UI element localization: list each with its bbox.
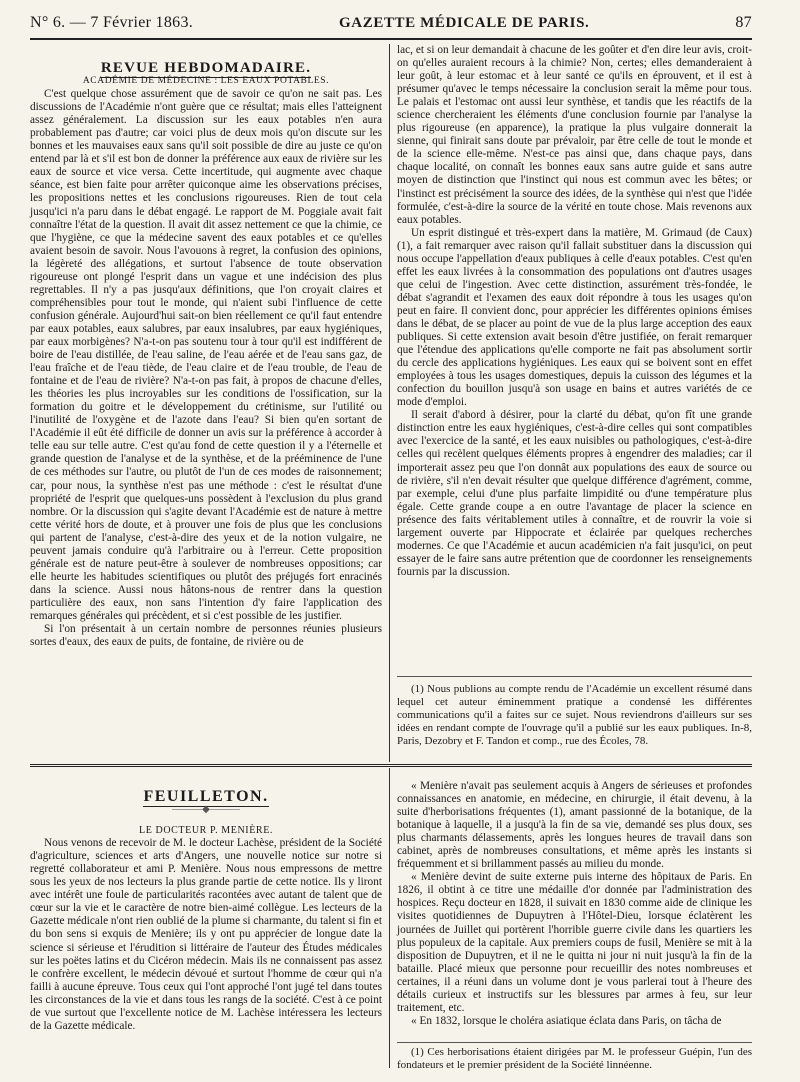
ornament-icon: ———◆——— xyxy=(172,804,240,816)
revue-right-column xyxy=(397,44,752,579)
page-header xyxy=(30,14,752,36)
revue-title: REVUE HEBDOMADAIRE. xyxy=(100,60,312,76)
column-divider-bottom xyxy=(389,768,390,1068)
column-divider-top xyxy=(389,44,390,762)
header-rule xyxy=(30,38,752,40)
footnote-rule xyxy=(397,676,752,677)
feuilleton-left-column xyxy=(30,790,382,1033)
feuilleton-paragraph: « Menière n'avait pas seulement acquis à Angers de sérieuses et profondes connaissances en anatomie, en médecine, en chirurgie, il était devenu, à la suite d'herborisations fréquentes (1), amant passionné de la botanique, de la botanique à laquelle, il a jusqu'à la fin de sa vie, demandé ses plus doux, ses plus charmants délassements, après les longues heures de travail dans son cabinet, après de nombreuses consultations, et même après les instants si fréquemment et si brillamment passés au milieu du monde. xyxy=(397,780,752,871)
journal-title: GAZETTE MÉDICALE DE PARIS. xyxy=(339,15,590,31)
footnote-rule xyxy=(397,1042,752,1043)
revue-footnote: (1) Nous publions au compte rendu de l'Académie un excellent résumé dans lequel cet auteur éminemment pratique a condensé les différentes communications qu'il a faites sur ce sujet. Nous reviendrons d'ailleurs sur ses idées en rendant compte de l'ouvrage qu'il a publié sur les eaux publiques. In-8, Paris, Dezobry et F. Tandon et comp., rue des Écoles, 78. xyxy=(397,683,752,747)
revue-subtitle: ACADÉMIE DE MÉDECINE : LES EAUX POTABLES. xyxy=(82,76,330,87)
feuilleton-heading: LE DOCTEUR P. MENIÈRE. xyxy=(138,825,274,837)
feuilleton-paragraph: Nous venons de recevoir de M. le docteur Lachèse, président de la Société d'agriculture, sciences et arts d'Angers, une nouvelle notice sur notre si regretté collaborateur et ami P. Menière. Nous nous empressons de mettre sous les yeux de nos lecteurs la plus grande partie de cette notice. Ils y liront avec intérêt une foule de particularités racontées avec autant de talent que de cœur sur la vie et le caractère de notre bien-aimé collègue. Les lecteurs de la Gazette médicale n'ont rien oublié de la plume si charmante, du talent si fin et du bon sens si exquis de Menière; ils y ont pu apprécier de longue date la science si sérieuse et l'érudition si littéraire de l'auteur des Études médicales sur les poëtes latins et du Cicéron médecin. Mais ils ne connaissent pas assez le confrère excellent, le médecin dévoué et surtout l'homme de cœur qui n'a failli à aucune épreuve. Tous ceux qui l'ont approché l'ont jugé tel dans toutes les circonstances de la vie et dans tous les rangs de la société. C'est à ce point de vue surtout que l'excellente notice de M. Lachèse intéressera les lecteurs de la Gazette médicale. xyxy=(30,837,382,1032)
feuilleton-right-column xyxy=(397,780,752,1028)
page-number: 87 xyxy=(735,14,752,31)
feuilleton-paragraph: « En 1832, lorsque le choléra asiatique éclata dans Paris, on tâcha de xyxy=(411,1014,722,1027)
revue-paragraph: C'est quelque chose assurément que de savoir ce qu'on ne sait pas. Les discussions de l'Académie n'ont guère que ce résultat; mais elles l'atteignent assez généralement. La discussion sur les eaux potables n'en aura probablement pas d'autre; car voici plus de deux mois qu'on discute sur les bonnes et les mauvaises eaux sans qu'il soit possible de dire au juste ce qu'on entend par là et s'il est bon de donner la préférence aux eaux de rivière sur les eaux de source et vice versa. Cette incertitude, qui augmente avec chaque séance, est bien faite pour arrêter quiconque aime les observations précises, les propositions nettes et les conclusions rigoureuses. Rien de tout cela jusqu'ici n'a paru dans le débat engagé. Le rapport de M. Poggiale avait fait connaître l'état de la question. Il avait dit assez nettement ce que la chimie, ce que l'hygiène, ce que la médecine savent des eaux potables et ce qu'elles avaient besoin de savoir. Nous l'avouons à regret, la confusion des opinions, la légèreté des allégations, et surtout l'absence de toute observation rigoureuse ont plongé l'esprit dans un vague et une indécision des plus regrettables. Il n'y a pas jusqu'aux définitions, que l'on croyait claires et compréhensibles pour tout le monde, qui n'aient subi l'influence de cette confusion générale. Aujourd'hui sait-on bien réellement ce qu'il faut entendre par eaux potables, eaux salubres, par eaux insalubres, par eaux hygiéniques, par eaux morbigènes? N'a-t-on pas soutenu tour à tour qu'il est indifférent de boire de l'eau distillée, de l'eau saline, de l'eau aérée et de l'eau sans gaz, de l'eau fraîche et de l'eau tiède, de l'eau claire et de l'eau trouble, de l'eau de fontaine et de l'eau de rivière? N'a-t-on pas fait, à propos de chacune d'elles, les théories les plus incroyables sur les conditions de l'ossification, sur la formation du goitre et le développement du crétinisme, sur l'utilité ou l'inutilité de l'oxygène et de l'azote dans l'eau? Si bien qu'en sortant de l'Académie il eût été difficile de donner un avis sur la préférence à accorder à telle eau sur telle autre. C'est qu'au fond de cette question il y a l'éternelle et grande question de l'analyse et de la synthèse, et de la prééminence de l'une de ces méthodes sur l'autre, ou plutôt de l'un de ces modes de raisonnement; car, pour nous, la synthèse n'est pas une méthode : c'est le résultat d'une propriété de l'esprit que quelques-uns possèdent à l'exclusion du plus grand nombre. Or la discussion qui s'agite devant l'Académie est de nature à mettre cette vérité hors de doute, et à prouver une fois de plus que les conclusions qui partent de l'analyse, c'est-à-dire des yeux et de la notion vulgaire, ne peuvent jamais conduire qu'à l'arbitraire ou à l'erreur. Cette proposition générale est de nature peut-être à soulever de nombreuses oppositions; car elle heurte les habitudes scientifiques ou plutôt des préjugés fort enracinés dans la science. Aussi nous hâtons-nous de rentrer dans la question particulière des eaux, non sans l'intention d'y faire l'application des remarques générales qui précèdent, et si c'est possible de les justifier. xyxy=(30,88,382,622)
revue-footnote-block xyxy=(397,683,752,748)
revue-paragraph: Si l'on présentait à un certain nombre de personnes réunies plusieurs sortes d'eaux, des eaux de puits, de fontaine, de rivière ou de xyxy=(30,623,382,649)
issue-date: N° 6. — 7 Février 1863. xyxy=(30,14,194,31)
feuilleton-footnote-block xyxy=(397,1046,752,1072)
revue-paragraph: Un esprit distingué et très-expert dans la matière, M. Grimaud (de Caux) (1), a fait remarquer avec raison qu'il fallait substituer dans la discussion qui nous occupe l'appellation d'eaux publiques à celle d'eaux potables. C'est qu'en effet les eaux livrées à la consommation des populations ont d'autres usages que celui de l'ingestion. Avec cette distinction, assurément très-fondée, le débat s'agrandit et l'examen des eaux doit répondre à tous les usages qu'on peut en faire. Il convient donc, pour apprécier les différentes opinions émises dans le débat, de se placer au point de vue de la plus large acception des eaux publiques. Si cette extension avait besoin d'être justifiée, on ferait remarquer que l'étendue des applications qu'elle comporte ne fait pas absolument sortir du cercle des applications hygiéniques. Les eaux qui se boivent sont en effet employées à tous les usages domestiques, depuis la cuisson des légumes et la confection du bouillon jusqu'à son usage en bains et autres variétés de ce mode d'emploi. xyxy=(397,226,752,409)
revue-left-column xyxy=(30,62,382,649)
feuilleton-divider xyxy=(30,764,752,767)
feuilleton-title: FEUILLETON. xyxy=(143,788,269,805)
revue-paragraph: lac, et si on leur demandait à chacune de les goûter et d'en dire leur avis, croit-on qu'elles auraient recours à la chimie? Non, certes; elles demanderaient à leur goût, à leur estomac et à leur santé ce qu'ils en éprouvent, et il est à présumer qu'avec le temps nécessaire la conclusion serait la même pour tous. Le palais et l'estomac ont aussi leur synthèse, et tandis que les réactifs de la science chercheraient les éléments d'une conclusion fournie par l'analyse la plus rigoureuse (en apparence), la pratique la plus vulgaire donnerait la sienne, qui finirait sans doute par prévaloir, par être celle de tout le monde et de la science elle-même. N'est-ce pas ainsi que, dans chaque pays, dans chaque localité, on connaît les bonnes eaux sans autre guide et sans autre moyen de distinction que l'instinct qui nous est commun avec les bêtes; or l'instinct est précisément la source des idées, de la synthèse qui n'est que l'idée formulée, c'est-à-dire la source de la vérité en toute chose. Mais revenons aux eaux potables. xyxy=(397,44,752,226)
revue-paragraph: Il serait d'abord à désirer, pour la clarté du débat, qu'on fît une grande distinction entre les eaux hygiéniques, c'est-à-dire celles qui sont compatibles avec l'exercice de la santé, et les eaux nuisibles ou pathologiques, c'est-à-dire celles qui recèlent quelques éléments propres à engendrer des maladies; car il importerait assez peu que l'on donnât aux populations des eaux de source ou de rivière, s'il n'en devait résulter que quelque différence d'agrément, comme, par exemple, celui d'une plus parfaite limpidité ou d'une température plus égale. Cette grande coupe a en outre l'avantage de placer la science en présence des faits véritablement utiles à connaître, et de rouvrir la voie si largement ouverte par Hippocrate et éclairée par quelques recherches modernes. Ce que l'Académie et aucun académicien n'a fait jusqu'ici, on peut essayer de le faire sans autre prétention que de coordonner les renseignements fournis par la discussion. xyxy=(397,409,752,578)
feuilleton-footnote: (1) Ces herborisations étaient dirigées par M. le professeur Guépin, l'un des fondateurs et le premier président de la Société linnéenne. xyxy=(397,1046,752,1071)
feuilleton-paragraph: « Menière devint de suite externe puis interne des hôpitaux de Paris. En 1826, il obtint à ce titre une médaille d'or donnée par l'administration des hospices. Reçu docteur en 1828, il suivait en 1830 comme aide de clinique les visites quotidiennes de Dupuytren à l'Hôtel-Dieu, lorsque éclatèrent les journées de Juillet qui portèrent l'horrible guerre civile dans les quartiers les plus populeux de la capitale. Aux premiers coups de fusil, Menière se mit à la disposition de Dupuytren, et il ne le quitta ni jour ni nuit jusqu'à la fin de la bataille. Placé mieux que personne pour recueillir des notes nombreuses et certaines, il a réuni dans un volume dont je vous parlerai tout à l'heure des détails curieux et instructifs sur les blessures par armes à feu, sur leur traitement, etc. xyxy=(397,871,752,1014)
